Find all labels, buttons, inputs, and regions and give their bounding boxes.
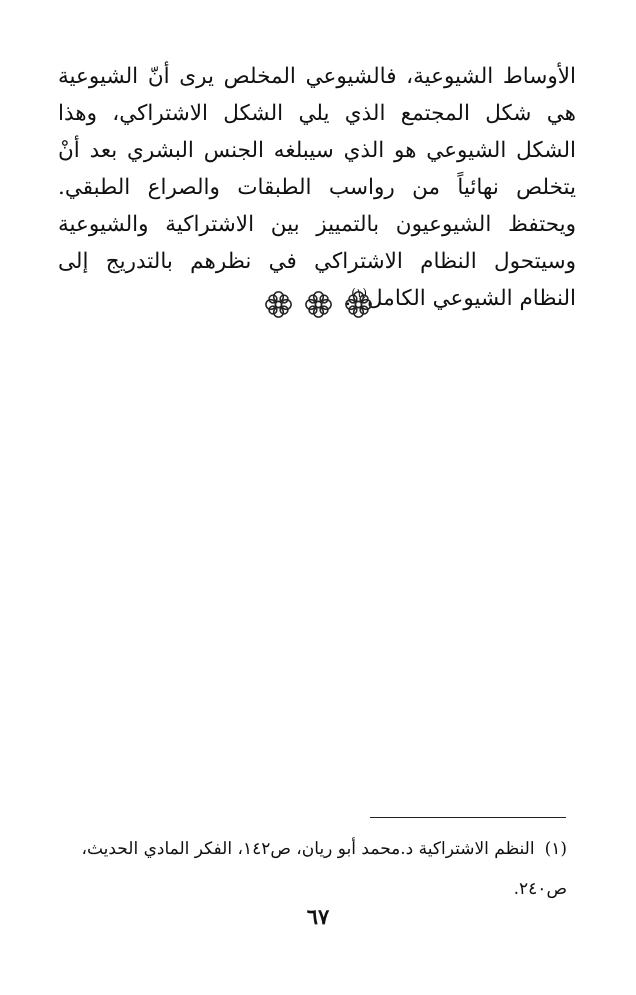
paragraph-text [58, 58, 576, 317]
section-divider-ornaments [0, 289, 636, 320]
footnote-text-2: ص٢٤٠. [513, 879, 567, 899]
footnote-line-2 [54, 869, 567, 909]
footnote-line-1 [54, 829, 567, 869]
footnote-reference[interactable]: (١) [351, 285, 368, 300]
main-paragraph [58, 58, 576, 317]
footnote-separator [370, 817, 566, 818]
flower-ornament-icon [303, 289, 334, 320]
paragraph-body: الأوساط الشيوعية، فالشيوعي المخلص يرى أنّ الشيوعية هي شكل المجتمع الذي يلي الشكل الاشتراكي، وهذا الشكل الشيوعي هو الذي سيبلغه الجنس البشري بعد أنْ يتخلص نهائياً من رواسب الطبقات والصراع الطبقي. ويحتفظ الشيوعيون بالتمييز بين الاشتراكية والشيوعية وسيتحول النظام الاشتراكي في نظرهم بالتدريج إلى النظام الشيوعي الكامل [58, 64, 576, 311]
footnote-text-1: النظم الاشتراكية د.محمد أبو ريان، ص١٤٢، الفكر المادي الحديث، [81, 839, 535, 859]
flower-ornament-icon [343, 289, 374, 320]
page-number: ٦٧ [306, 904, 330, 929]
footnote [54, 829, 567, 909]
flower-ornament-icon [263, 289, 294, 320]
footnote-marker: (١) [544, 839, 567, 859]
paragraph-end: . [344, 286, 352, 311]
